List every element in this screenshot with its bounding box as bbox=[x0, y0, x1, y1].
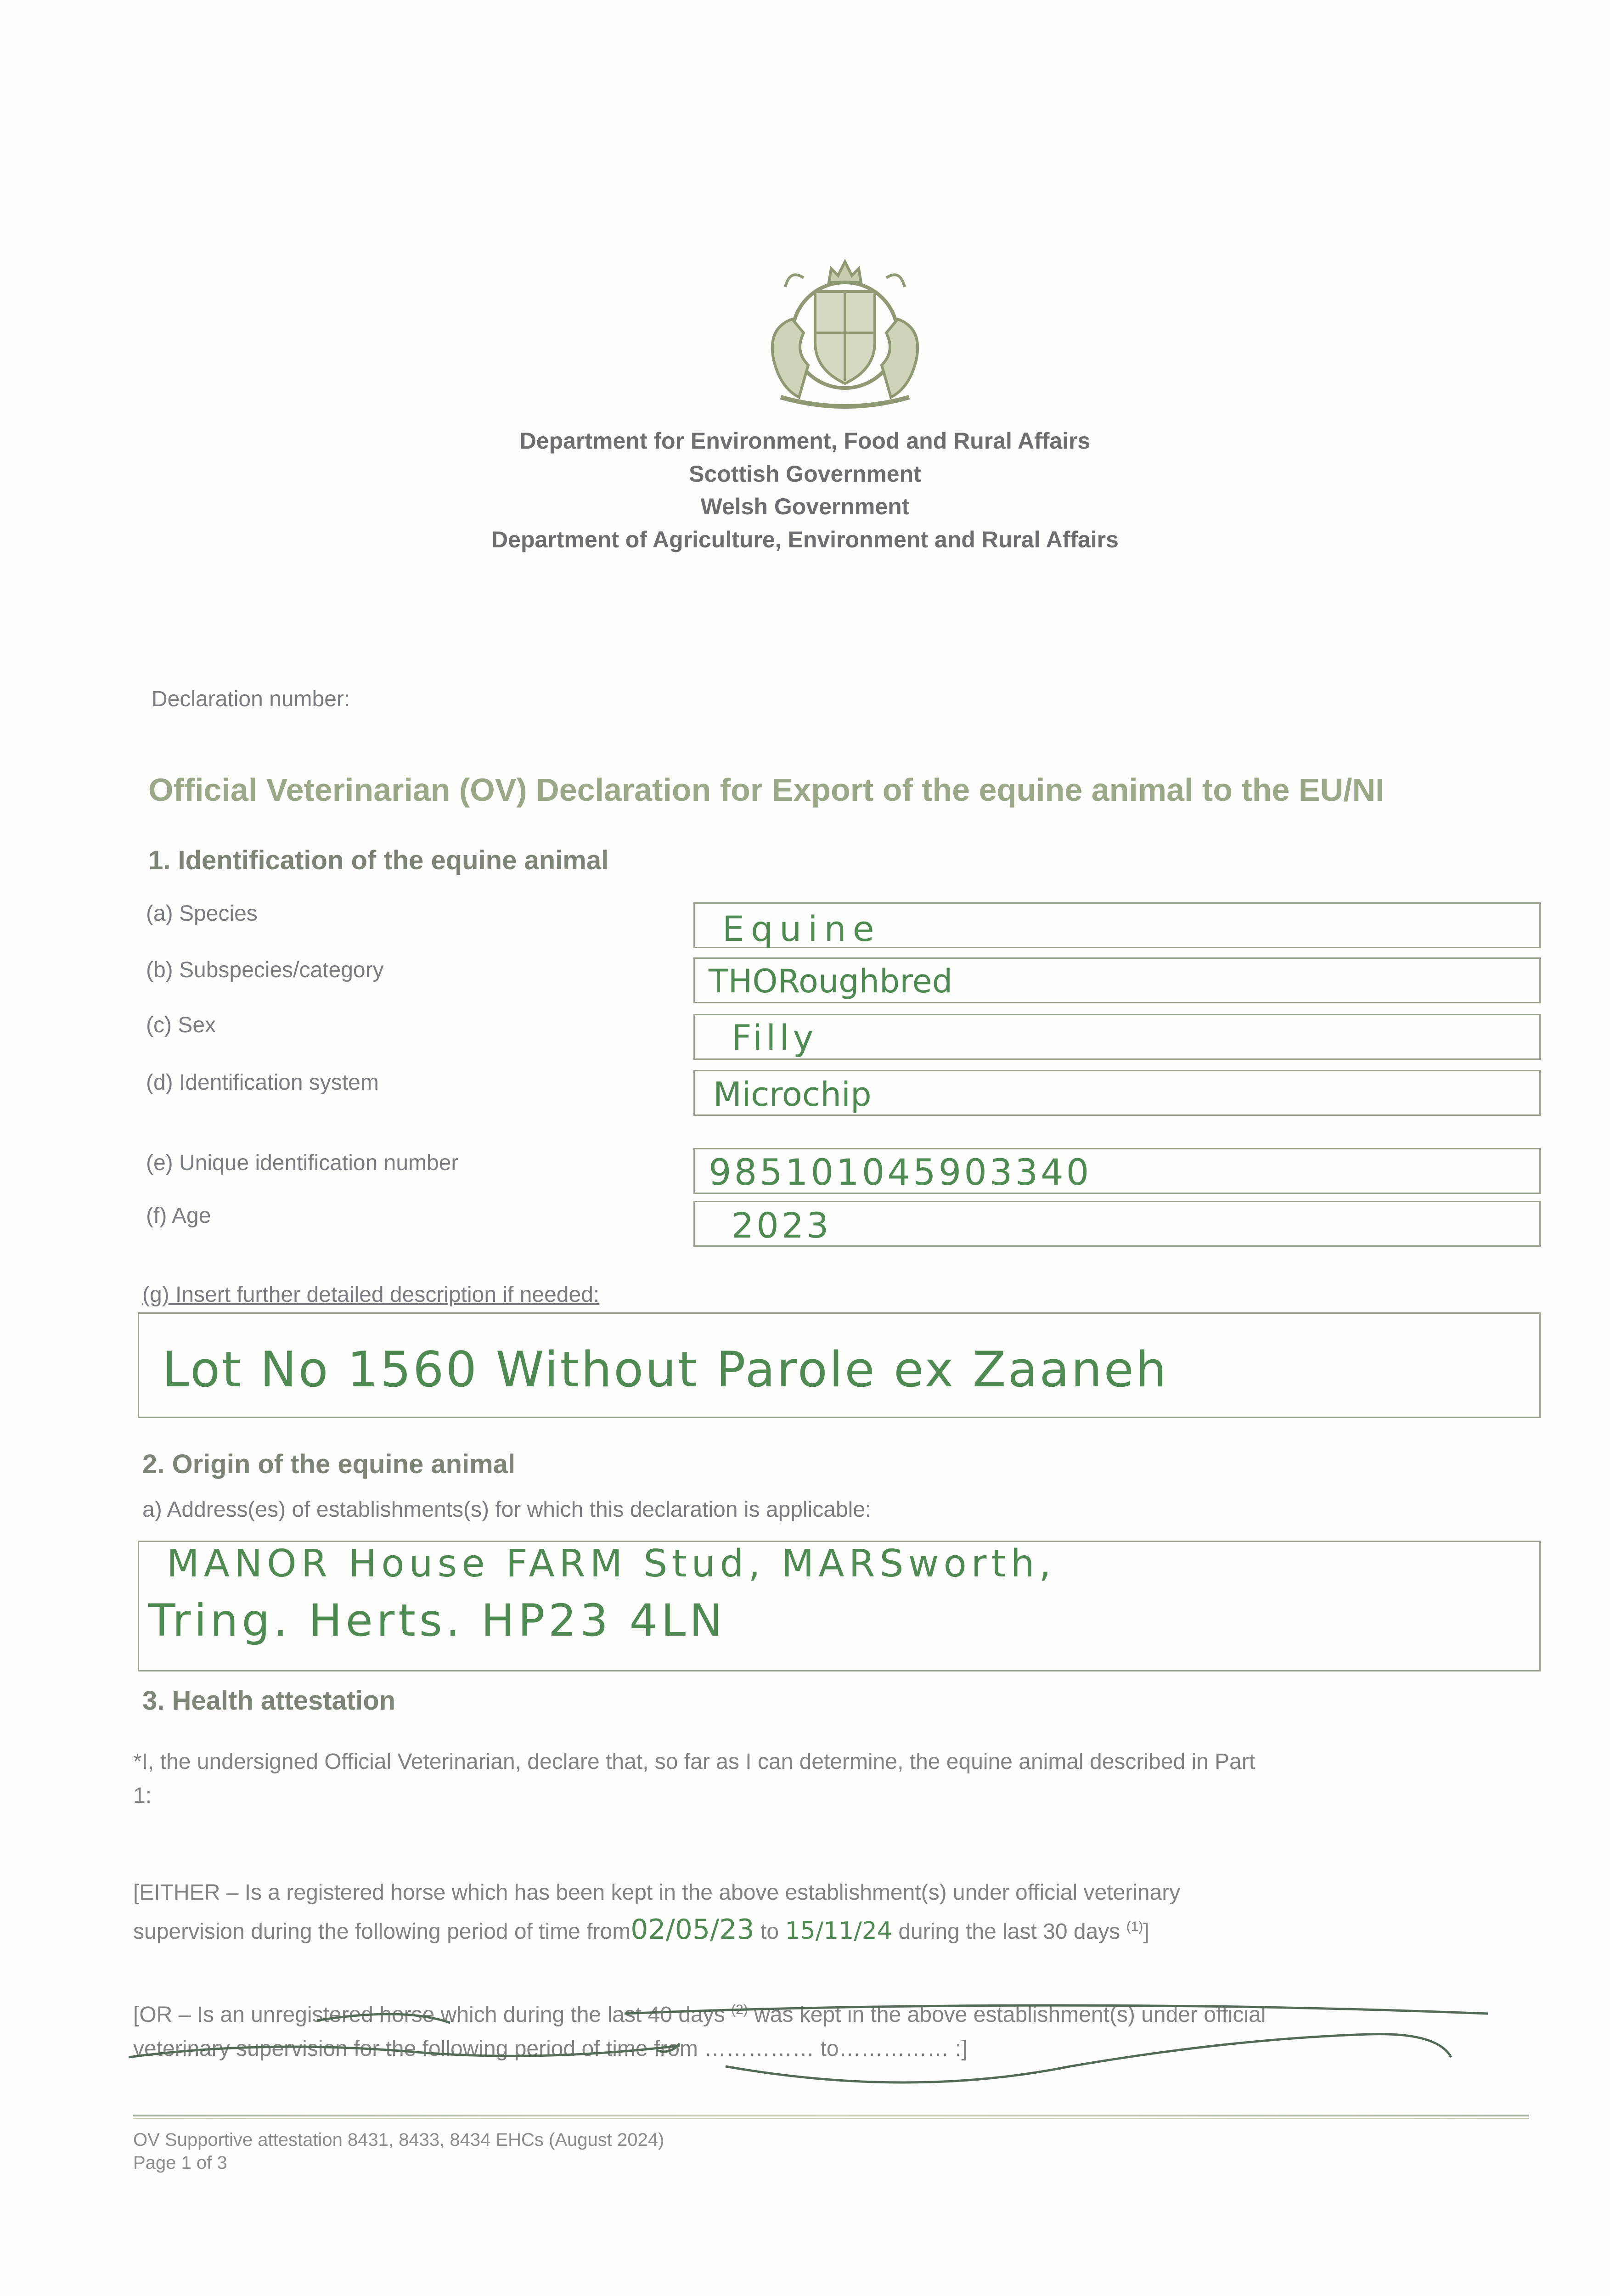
department-line-1: Department for Environment, Food and Rural Affairs bbox=[519, 428, 1091, 454]
further-description-label: (g) Insert further detailed description if needed: bbox=[142, 1283, 600, 1307]
footer-divider bbox=[133, 2115, 1529, 2116]
further-description-field[interactable] bbox=[138, 1312, 1541, 1418]
section-1-heading: 1. Identification of the equine animal bbox=[148, 845, 609, 875]
unique-id-value: 985101045903340 bbox=[709, 1152, 1092, 1193]
department-line-3: Welsh Government bbox=[700, 494, 910, 519]
field-label-unique-id: (e) Unique identification number bbox=[146, 1151, 459, 1175]
either-line-2-start: supervision during the following period of time from bbox=[133, 1919, 631, 1944]
unique-id-field[interactable] bbox=[693, 1148, 1541, 1194]
royal-coat-of-arms-icon bbox=[749, 250, 941, 416]
identification-system-field[interactable] bbox=[693, 1070, 1541, 1116]
health-intro-line-2: 1: bbox=[133, 1784, 152, 1808]
field-label-identification-system: (d) Identification system bbox=[146, 1070, 379, 1095]
species-value: Equine bbox=[722, 908, 881, 949]
or-line-1-end: was kept in the above establishment(s) under official bbox=[754, 2003, 1266, 2027]
species-field[interactable] bbox=[693, 902, 1541, 948]
either-footnote-ref: (1) bbox=[1126, 1919, 1143, 1934]
or-line-2: veterinary supervision for the following period of time from …………… to…………… :] bbox=[133, 2037, 968, 2061]
age-value: 2023 bbox=[732, 1205, 832, 1246]
either-line-2 bbox=[133, 1910, 1538, 1949]
either-line-1: [EITHER – Is a registered horse which has been kept in the above establishment(s) under official veterinary bbox=[133, 1880, 1181, 1905]
or-footnote-ref: (2) bbox=[731, 2002, 748, 2017]
subspecies-value: THORoughbred bbox=[709, 962, 953, 1000]
address-label: a) Address(es) of establishments(s) for which this declaration is applicable: bbox=[142, 1497, 872, 1522]
declaration-number-label: Declaration number: bbox=[152, 687, 350, 711]
address-line-2: Tring. Herts. HP23 4LN bbox=[148, 1595, 726, 1646]
field-label-age: (f) Age bbox=[146, 1204, 211, 1228]
field-label-species: (a) Species bbox=[146, 901, 258, 926]
or-clause-strikethrough-icon bbox=[129, 1988, 1543, 2094]
department-line-2: Scottish Government bbox=[689, 461, 921, 487]
subspecies-field[interactable] bbox=[693, 957, 1541, 1003]
section-2-heading: 2. Origin of the equine animal bbox=[142, 1449, 516, 1479]
either-line-2-end: during the last 30 days bbox=[898, 1919, 1120, 1944]
health-intro bbox=[133, 1745, 1538, 1813]
either-to-word: to bbox=[760, 1919, 779, 1944]
field-label-subspecies: (b) Subspecies/category bbox=[146, 958, 384, 982]
further-description-value: Lot No 1560 Without Parole ex Zaaneh bbox=[162, 1341, 1169, 1398]
field-label-sex: (c) Sex bbox=[146, 1013, 216, 1037]
address-field[interactable] bbox=[138, 1541, 1541, 1671]
sex-value: Filly bbox=[732, 1017, 817, 1058]
footer-divider-secondary bbox=[133, 2118, 1529, 2119]
department-line-4: Department of Agriculture, Environment and Rural Affairs bbox=[491, 527, 1119, 552]
either-clause bbox=[133, 1876, 1538, 1949]
address-line-1: MANOR House FARM Stud, MARSworth, bbox=[167, 1542, 1056, 1586]
either-close-bracket: ] bbox=[1143, 1919, 1149, 1944]
document-title: Official Veterinarian (OV) Declaration for Export of the equine animal to the EU/NI bbox=[148, 772, 1385, 808]
health-intro-line-1: *I, the undersigned Official Veterinarian, declare that, so far as I can determine, the equine animal described in Part bbox=[133, 1750, 1255, 1774]
footer bbox=[133, 2128, 664, 2174]
either-from-date: 02/05/23 bbox=[630, 1913, 754, 1946]
age-field[interactable] bbox=[693, 1201, 1541, 1247]
or-line-1-start: [OR – Is an unregistered horse which during the last 40 days bbox=[133, 2003, 725, 2027]
identification-system-value: Microchip bbox=[713, 1075, 872, 1114]
sex-field[interactable] bbox=[693, 1014, 1541, 1060]
either-to-date: 15/11/24 bbox=[785, 1917, 892, 1945]
footer-attestation-ref: OV Supportive attestation 8431, 8433, 8434 EHCs (August 2024) bbox=[133, 2130, 664, 2150]
section-3-heading: 3. Health attestation bbox=[142, 1686, 396, 1716]
footer-page-number: Page 1 of 3 bbox=[133, 2153, 227, 2173]
